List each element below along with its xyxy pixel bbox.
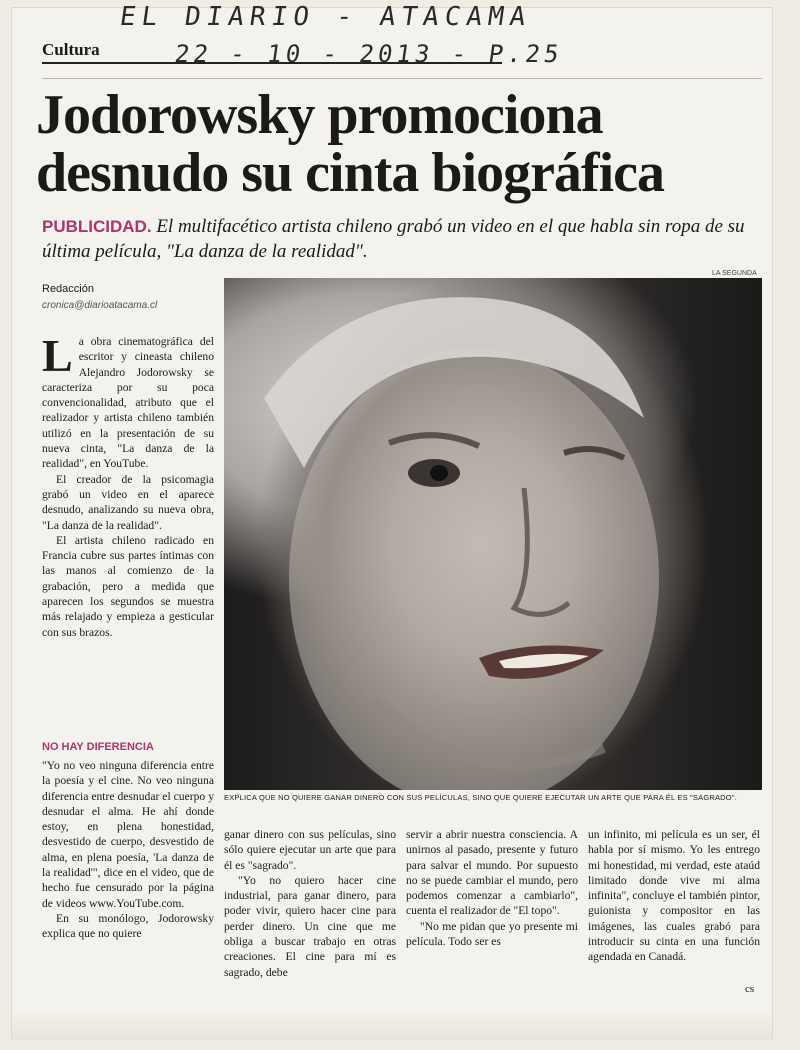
clipping-edge (12, 1010, 772, 1040)
paragraph: El artista chileno radicado en Francia cubre sus partes íntimas con las manos al comienzo de la grabación, pero a medida que aparecen los segundos se muestra más relajado y empieza a gesticular con sus brazos. (42, 533, 214, 639)
photo-credit: LA SEGUNDA (712, 270, 757, 277)
deck-kicker: PUBLICIDAD. (42, 217, 152, 236)
paragraph: "Yo no quiero hacer cine industrial, para ganar dinero, para poder vivir, quiero hacer cine para perder dinero. Un cine que me obliga a buscar trabajo en otras creaciones. El cine para mí es sagrado, debe (224, 873, 396, 979)
subheading: NO HAY DIFERENCIA (42, 741, 154, 753)
article-column-4 (588, 827, 760, 965)
handwritten-date: 22 - 10 - 2013 - P.25 (173, 40, 565, 68)
deck-text: El multifacético artista chileno grabó un video en el que habla sin ropa de su última película, "La danza de la realidad". (42, 216, 745, 262)
portrait-photo (224, 278, 762, 790)
paragraph: ganar dinero con sus películas, sino sólo quiere ejecutar un arte que para él es "sagrado". (224, 828, 396, 872)
paragraph: "No me pidan que yo presente mi película. Todo ser es (406, 919, 578, 949)
paragraph: En su monólogo, Jodorowsky explica que no quiere (42, 911, 214, 941)
article-column-1 (42, 330, 214, 640)
continuation-mark: cs (745, 983, 755, 995)
deck (42, 214, 757, 264)
article-column-3 (406, 827, 578, 949)
article-column-2 (224, 827, 396, 980)
dropcap: L (42, 330, 73, 381)
photo-caption: EXPLICA QUE NO QUIERE GANAR DINERO CON SUS PELÍCULAS, SINO QUE QUIERE EJECUTAR UN ARTE QUE PARA ÉL ES "SAGRADO". (224, 793, 737, 802)
article-column-1-lower (42, 758, 214, 942)
headline: Jodorowsky promociona desnudo su cinta biográfica (36, 84, 664, 204)
divider (42, 78, 762, 79)
portrait-illustration (224, 278, 762, 790)
section-label: Cultura (42, 40, 502, 64)
paragraph: El creador de la psicomagia grabó un video en el aparece desnudo, analizando su nueva obra, "La danza de la realidad". (42, 472, 214, 532)
paragraph: a obra cinematográfica del escritor y cineasta chileno Alejandro Jodorowsky se caracteriza por su poca convencionalidad, atributo que el realizador y artista chileno también utilizó en la presentación de su nueva cinta, "La danza de la realidad", en YouTube. (42, 335, 214, 471)
handwritten-source: EL DIARIO - ATACAMA (117, 2, 534, 32)
paragraph: servir a abrir nuestra consciencia. A unirnos al pasado, presente y futuro para salvar el mundo. Por supuesto no se puede cambiar el mundo, pero podemos comenzar a cambiarlo", cuenta el realizador de "El topo". (406, 828, 578, 918)
byline-email: cronica@diarioatacama.cl (42, 300, 158, 311)
paragraph: un infinito, mi película es un ser, él habla por sí mismo. Yo les entrego mi honestidad, mi verdad, este ataúd limitado donde vive mi alma infinita", concluye el también pintor, guionista y compositor en las imágenes, las cuales grabó para introducir su cinta en una función agendada en Canadá. (588, 828, 760, 964)
byline: Redacción (42, 283, 94, 295)
paragraph: "Yo no veo ninguna diferencia entre la poesía y el cine. No veo ninguna diferencia entre desnudar el cuerpo y desnudar el alma. He ahí donde estoy, en plena honestidad, desvestido de cuerpo, desvestido de alma, en plena poesía, 'La danza de la realidad'", dice en el video, que de hecho fue censurado por la página de videos www.YouTube.com. (42, 759, 214, 910)
